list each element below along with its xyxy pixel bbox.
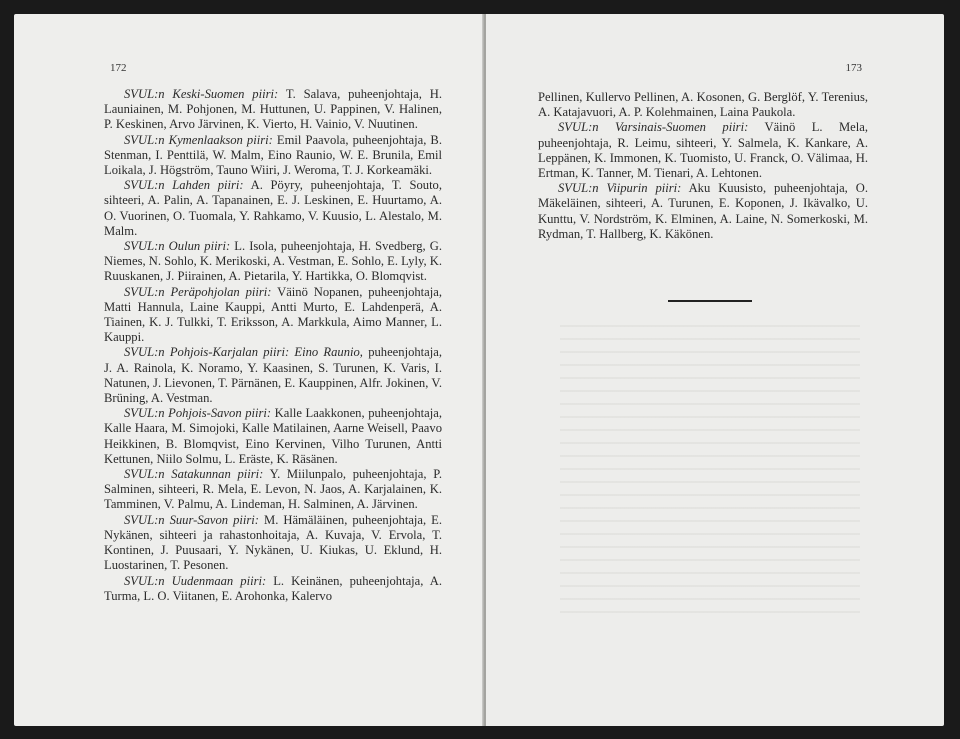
district-paragraph: SVUL:n Pohjois-Savon piiri: Kalle Laakkonen, puheenjohtaja, Kalle Haara, M. Simojoki, Kalle Matilainen, Aarne Weisell, Paavo Heikkinen, B. Blomqvist, Eino Kervinen, Vilho Turunen, Antti Kettunen, Niilo Solmu, L. Eräste, K. Räsänen. (104, 406, 442, 466)
district-paragraph: SVUL:n Pohjois-Karjalan piiri: Eino Raunio, puheenjohtaja, J. A. Rainola, K. Noramo, Y. Kaasinen, S. Turunen, K. Varis, I. Natunen, J. Lievonen, T. Pärnänen, E. Kauppinen, Alfr. Jokinen, V. Brüning, A. Vestman. (104, 345, 442, 406)
district-paragraph: SVUL:n Varsinais-Suomen piiri: Väinö L. Mela, puheenjohtaja, R. Leimu, sihteeri, Y. Salmela, K. Kankare, A. Leppänen, K. Immonen, K. Tuomisto, U. Franck, O. Välimaa, H. Ertman, K. Tanner, M. Tienari, A. Lehtonen. (538, 120, 868, 181)
page-number: 173 (845, 62, 862, 74)
continued-paragraph: Pellinen, Kullervo Pellinen, A. Kosonen, G. Berglöf, Y. Terenius, A. Katajavuori, A. P. Kolehmainen, Laina Paukola. (538, 90, 868, 120)
district-paragraph: SVUL:n Peräpohjolan piiri: Väinö Nopanen, puheenjohtaja, Matti Hannula, Laine Kauppi, Antti Murto, E. Lahdenperä, A. Tiainen, K. J. Tulkki, T. Eriksson, A. Markkula, Aimo Manner, L. Kauppi. (104, 284, 443, 345)
page-number: 172 (110, 62, 127, 74)
district-paragraph: SVUL:n Oulun piiri: L. Isola, puheenjohtaja, H. Svedberg, G. Niemes, N. Sohlo, K. Merikoski, A. Vestman, E. Sohlo, E. Lyly, K. Ruuskanen, J. Piirainen, A. Pietarila, Y. Hartikka, O. Blomqvist. (104, 239, 442, 284)
section-divider (668, 300, 752, 302)
district-paragraph: SVUL:n Suur-Savon piiri: M. Hämäläinen, puheenjohtaja, E. Nykänen, sihteeri ja rahastonhoitaja, A. Kuvaja, V. Ervola, T. Kontinen, J. Puusaari, Y. Nykänen, U. Kiukas, U. Eklund, H. Luostarinen, T. Pesonen. (104, 512, 442, 573)
left-page-text (104, 87, 442, 604)
left-page (14, 14, 484, 726)
show-through-text (560, 314, 860, 624)
district-paragraph: SVUL:n Viipurin piiri: Aku Kuusisto, puheenjohtaja, O. Mäkeläinen, sihteeri, A. Turunen, E. Koponen, J. Ikävalko, U. Kunttu, V. Nordström, K. Elminen, A. Laine, N. Somerkoski, M. Rydman, T. Hallberg, K. Käkönen. (538, 181, 868, 241)
district-paragraph: SVUL:n Satakunnan piiri: Y. Miilunpalo, puheenjohtaja, P. Salminen, sihteeri, R. Mela, E. Levon, N. Jaos, A. Karjalainen, K. Tamminen, V. Palmu, A. Lindeman, H. Salminen, A. Järvinen. (104, 467, 443, 512)
right-page-text (538, 90, 868, 242)
district-paragraph: SVUL:n Uudenmaan piiri: L. Keinänen, puheenjohtaja, A. Turma, L. O. Viitanen, E. Arohonka, Kalervo (104, 573, 443, 603)
district-paragraph: SVUL:n Lahden piiri: A. Pöyry, puheenjohtaja, T. Souto, sihteeri, A. Palin, A. Tapanainen, E. J. Leskinen, E. Huurtamo, A. O. Vuorinen, O. Tuomala, Y. Rahkamo, V. Kuusio, L. Alestalo, M. Malm. (104, 178, 443, 238)
district-paragraph: SVUL:n Kymenlaakson piiri: Emil Paavola, puheenjohtaja, B. Stenman, I. Penttilä, W. Malm, Eino Raunio, W. E. Brunila, Emil Loikala, J. Högström, Tauno Wiiri, J. Weroma, T. J. Korkeamäki. (104, 132, 442, 178)
district-paragraph: SVUL:n Keski-Suomen piiri: T. Salava, puheenjohtaja, H. Launiainen, M. Pohjonen, M. Huttunen, U. Pappinen, V. Halinen, P. Keskinen, Arvo Järvinen, K. Vierto, H. Vainio, V. Nuutinen. (104, 87, 442, 132)
right-page (486, 14, 944, 726)
